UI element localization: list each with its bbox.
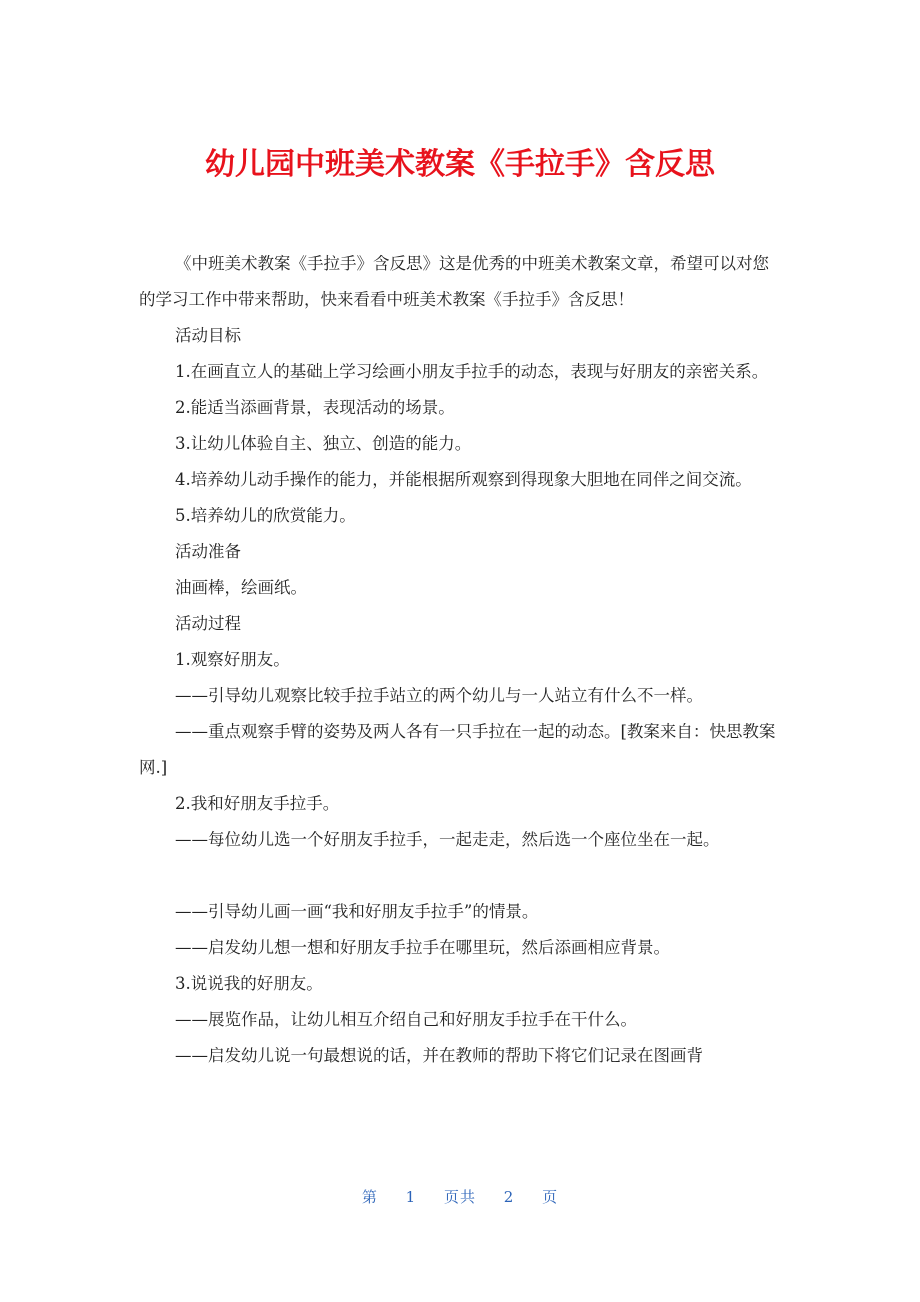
process-step: 1.观察好朋友。 <box>175 650 290 669</box>
section-heading-preparation: 活动准备 <box>175 542 241 561</box>
section-heading-goals: 活动目标 <box>175 326 241 345</box>
process-step: 3.说说我的好朋友。 <box>175 974 323 993</box>
document-body <box>139 246 779 1074</box>
page-label-middle: 页共 <box>443 1188 476 1206</box>
process-detail: ——引导幼儿画一画“我和好朋友手拉手”的情景。 <box>175 902 539 921</box>
goal-item: 1.在画直立人的基础上学习绘画小朋友手拉手的动态，表现与好朋友的亲密关系。 <box>175 362 769 381</box>
page-label-prefix: 第 <box>361 1188 378 1206</box>
preparation-text: 油画棒，绘画纸。 <box>175 578 307 597</box>
goal-item: 2.能适当添画背景，表现活动的场景。 <box>175 398 455 417</box>
document-title: 幼儿园中班美术教案《手拉手》含反思 <box>205 147 715 182</box>
process-detail: ——每位幼儿选一个好朋友手拉手，一起走走，然后选一个座位坐在一起。 <box>175 830 720 849</box>
process-detail: ——启发幼儿说一句最想说的话，并在教师的帮助下将它们记录在图画背 <box>175 1046 703 1065</box>
intro-paragraph: 《中班美术教案《手拉手》含反思》这是优秀的中班美术教案文章，希望可以对您的学习工作中带来帮助，快来看看中班美术教案《手拉手》含反思！ <box>139 254 769 309</box>
total-pages-number: 2 <box>503 1188 515 1206</box>
section-heading-process: 活动过程 <box>175 614 241 633</box>
process-detail: ——重点观察手臂的姿势及两人各有一只手拉在一起的动态。[教案来自：快思教案网.] <box>139 722 776 777</box>
page-label-suffix: 页 <box>542 1188 559 1206</box>
process-detail: ——启发幼儿想一想和好朋友手拉手在哪里玩，然后添画相应背景。 <box>175 938 670 957</box>
current-page-number: 1 <box>405 1188 417 1206</box>
goal-item: 3.让幼儿体验自主、独立、创造的能力。 <box>175 434 472 453</box>
process-detail: ——引导幼儿观察比较手拉手站立的两个幼儿与一人站立有什么不一样。 <box>175 686 703 705</box>
process-step: 2.我和好朋友手拉手。 <box>175 794 340 813</box>
page-footer <box>0 1186 920 1207</box>
goal-item: 5.培养幼儿的欣赏能力。 <box>175 506 356 525</box>
goal-item: 4.培养幼儿动手操作的能力，并能根据所观察到得现象大胆地在同伴之间交流。 <box>175 470 752 489</box>
process-detail: ——展览作品，让幼儿相互介绍自己和好朋友手拉手在干什么。 <box>175 1010 637 1029</box>
